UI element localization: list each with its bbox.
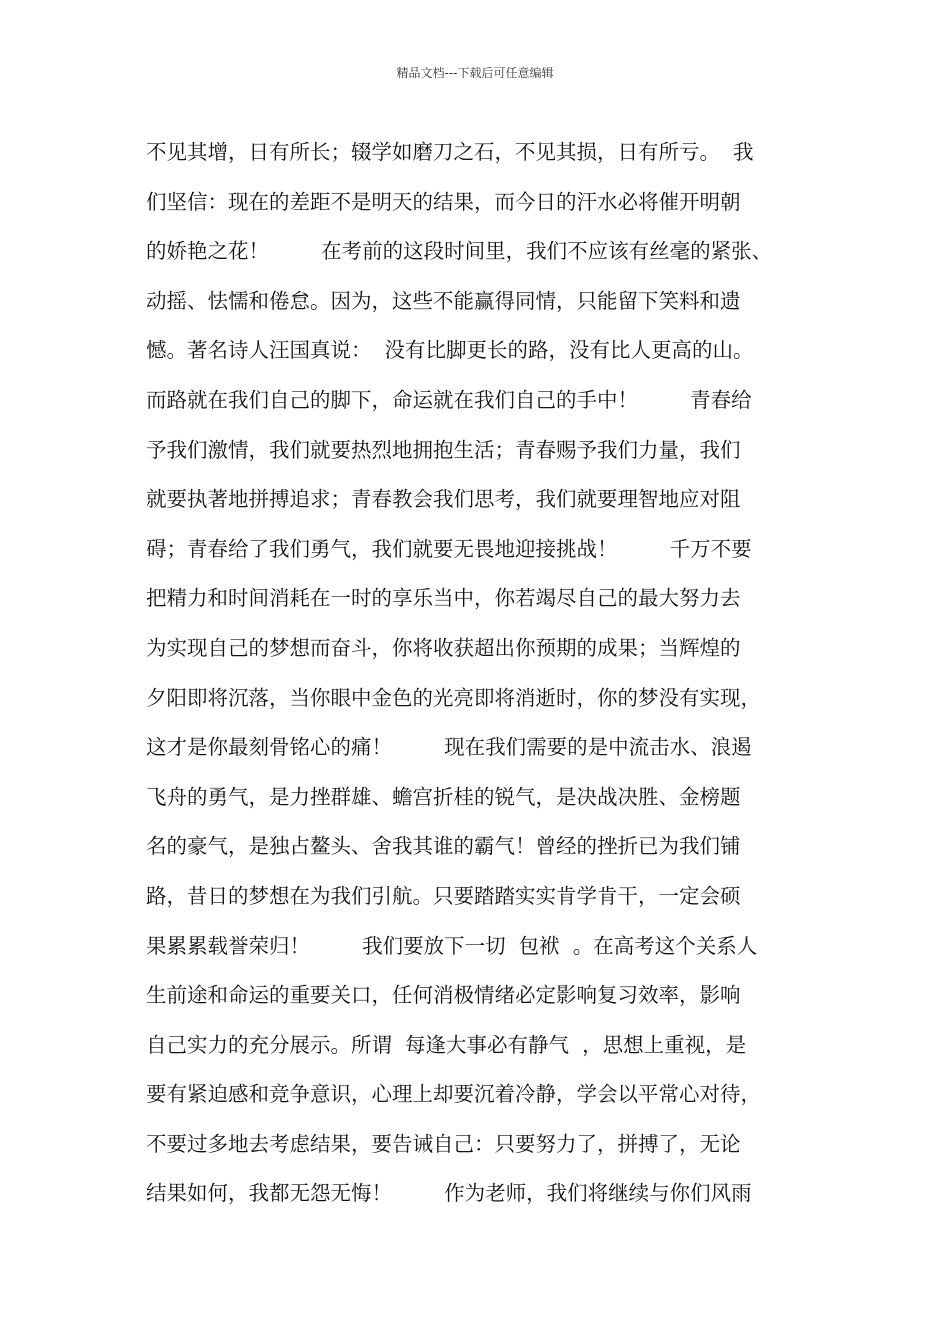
text-line: 就要执著地拼搏追求；青春教会我们思考，我们就要理智地应对阻 [146,487,741,512]
text-line: 不见其增，日有所长；辍学如磨刀之石，不见其损，日有所亏。 我 [146,140,754,164]
text-line: 憾。著名诗人汪国真说： 没有比脚更长的路，没有比人更高的山。 [146,338,754,363]
text-line: 名的豪气，是独占鳌头、舍我其谁的霸气！曾经的挫折已为我们铺 [146,834,741,859]
text-line: 路，昔日的梦想在为我们引航。只要踏踏实实肯学肯干，一定会硕 [146,883,741,908]
text-line: 飞舟的勇气，是力挫群雄、蟾宫折桂的锐气，是决战决胜、金榜题 [146,784,741,809]
text-line: 动摇、怯懦和倦怠。因为，这些不能赢得同情，只能留下笑料和遗 [146,288,741,313]
text-line: 要有紧迫感和竞争意识，心理上却要沉着冷静，学会以平常心对待， [146,1082,761,1107]
text-line: 结果如何，我都无怨无悔！ 作为老师，我们将继续与你们风雨 [146,1181,752,1206]
text-line: 予我们激情，我们就要热烈地拥抱生活；青春赐予我们力量，我们 [146,437,741,462]
text-line: 而路就在我们自己的脚下，命运就在我们自己的手中！ 青春给 [146,387,752,412]
text-line: 这才是你最刻骨铭心的痛！ 现在我们需要的是中流击水、浪遏 [146,735,752,760]
document-body [146,128,836,1219]
text-line: 为实现自己的梦想而奋斗，你将收获超出你预期的成果；当辉煌的 [146,635,741,660]
text-line: 果累累载誉荣归！ 我们要放下一切 包袱 。在高考这个关系人 [146,933,758,958]
text-line: 的娇艳之花！ 在考前的这段时间里，我们不应该有丝毫的紧张、 [146,239,773,264]
text-line: 不要过多地去考虑结果，要告诫自己：只要努力了，拼搏了，无论 [146,1131,741,1156]
text-line: 碍；青春给了我们勇气，我们就要无畏地迎接挑战！ 千万不要 [146,536,752,561]
text-line: 把精力和时间消耗在一时的享乐当中，你若竭尽自己的最大努力去 [146,586,741,611]
text-line: 夕阳即将沉落，当你眼中金色的光亮即将消逝时，你的梦没有实现， [146,685,761,710]
text-line: 自己实力的充分展示。所谓 每逢大事必有静气 ，思想上重视，是 [146,1032,747,1057]
text-line: 生前途和命运的重要关口，任何消极情绪必定影响复习效率，影响 [146,983,741,1008]
page-header: 精品文档---下载后可任意编辑 [396,66,554,80]
text-line: 们坚信：现在的差距不是明天的结果，而今日的汗水必将催开明朝 [146,189,741,214]
